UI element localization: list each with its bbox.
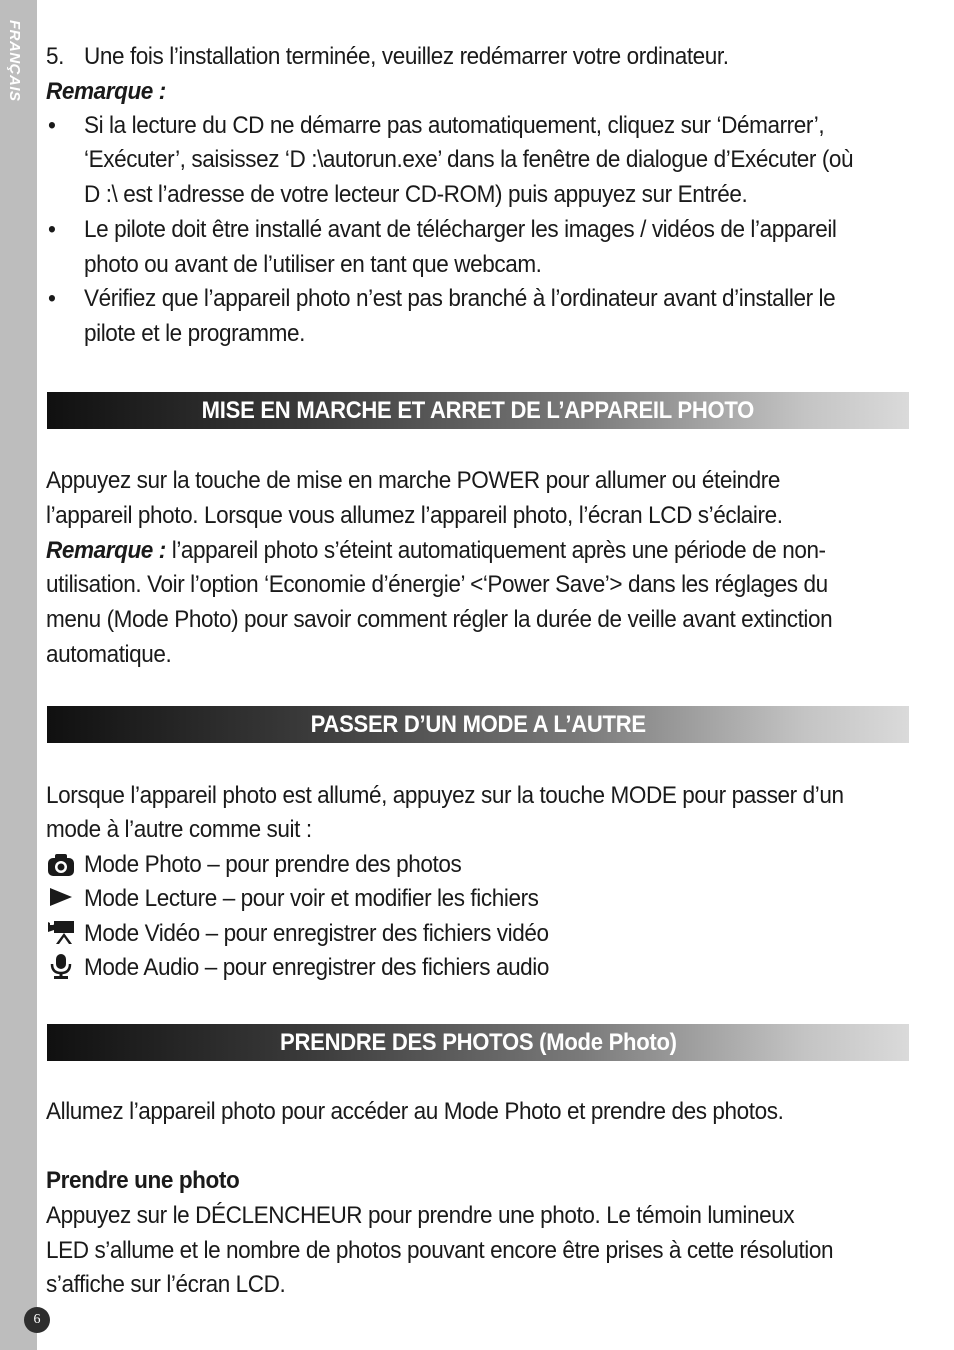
section-heading-photo-text: PRENDRE DES PHOTOS (Mode Photo) [279, 1028, 677, 1056]
note-bullet-1-line-3: D :\ est l’adresse de votre lecteur CD-ROM) puis appuyez sur Entrée. [84, 181, 748, 208]
section-heading-power [47, 392, 909, 429]
note-bullet-2-line-1: Le pilote doit être installé avant de télécharger les images / vidéos de l’appareil [84, 216, 837, 243]
photo-line-1: Appuyez sur le DÉCLENCHEUR pour prendre une photo. Le témoin lumineux [46, 1202, 795, 1229]
bullet-3: • [48, 285, 56, 312]
power-note-text: l’appareil photo s’éteint automatiquement après une période de non- [165, 537, 826, 564]
camera-icon [46, 852, 76, 878]
power-line-5: menu (Mode Photo) pour savoir comment régler la durée de veille avant extinction [46, 606, 833, 633]
photo-line-2: LED s’allume et le nombre de photos pouvant encore être prises à cette résolution [46, 1237, 834, 1264]
language-sidebar [0, 0, 37, 1350]
power-note-label: Remarque : [46, 537, 166, 564]
mode-audio: Mode Audio – pour enregistrer des fichiers audio [84, 954, 550, 981]
install-step-number: 5. [46, 43, 64, 70]
mode-playback: Mode Lecture – pour voir et modifier les fichiers [84, 885, 539, 912]
language-label: FRANÇAIS [6, 20, 23, 102]
section-heading-power-text: MISE EN MARCHE ET ARRET DE L’APPAREIL PHOTO [201, 396, 755, 424]
movie-camera-icon [46, 919, 76, 945]
power-line-6: automatique. [46, 641, 172, 668]
page-number: 6 [24, 1307, 50, 1333]
section-heading-modes-text: PASSER D’UN MODE A L’AUTRE [310, 710, 646, 738]
power-line-2: l’appareil photo. Lorsque vous allumez l’appareil photo, l’écran LCD s’éclaire. [46, 502, 783, 529]
photo-intro: Allumez l’appareil photo pour accéder au Mode Photo et prendre des photos. [46, 1098, 784, 1125]
power-note [46, 534, 826, 569]
bullet-2: • [48, 216, 56, 243]
photo-line-3: s’affiche sur l’écran LCD. [46, 1271, 286, 1298]
bullet-1: • [48, 112, 56, 139]
section-heading-modes [47, 706, 909, 743]
section-heading-photo [47, 1024, 909, 1061]
microphone-icon [46, 953, 76, 979]
mode-photo: Mode Photo – pour prendre des photos [84, 851, 462, 878]
install-note-label: Remarque : [46, 78, 166, 105]
play-icon [46, 885, 76, 911]
photo-subheading: Prendre une photo [46, 1167, 240, 1194]
note-bullet-1-line-2: ‘Exécuter’, saisissez ‘D :\autorun.exe’ dans la fenêtre de dialogue d’Exécuter (où [84, 146, 854, 173]
power-line-4: utilisation. Voir l’option ‘Economie d’énergie’ <‘Power Save’> dans les réglages du [46, 571, 828, 598]
note-bullet-2-line-2: photo ou avant de l’utiliser en tant que webcam. [84, 251, 542, 278]
modes-line-2: mode à l’autre comme suit : [46, 816, 312, 843]
modes-line-1: Lorsque l’appareil photo est allumé, appuyez sur la touche MODE pour passer d’un [46, 782, 844, 809]
note-bullet-3-line-2: pilote et le programme. [84, 320, 306, 347]
mode-video: Mode Vidéo – pour enregistrer des fichiers vidéo [84, 920, 549, 947]
power-line-1: Appuyez sur la touche de mise en marche POWER pour allumer ou éteindre [46, 467, 781, 494]
note-bullet-3-line-1: Vérifiez que l’appareil photo n’est pas branché à l’ordinateur avant d’installer le [84, 285, 836, 312]
install-step-5: Une fois l’installation terminée, veuillez redémarrer votre ordinateur. [84, 43, 729, 70]
note-bullet-1-line-1: Si la lecture du CD ne démarre pas automatiquement, cliquez sur ‘Démarrer’, [84, 112, 825, 139]
